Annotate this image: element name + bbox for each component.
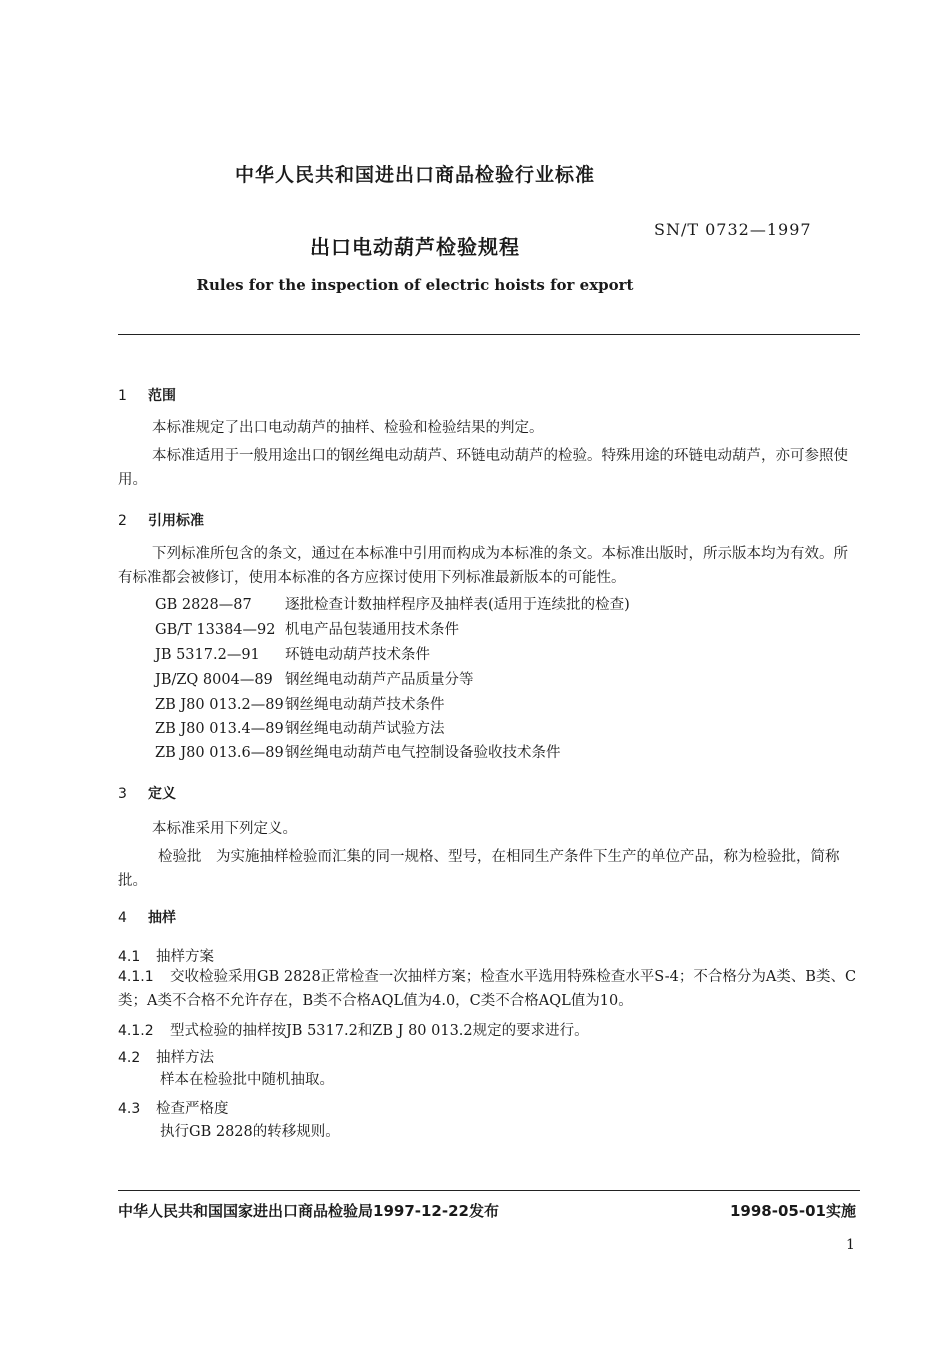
reference-title: 钢丝绳电动葫芦电气控制设备验收技术条件 [285,745,561,761]
subsection-title: 抽样方法 [156,1050,214,1066]
subsection-number: 4.1.2 [118,1023,154,1039]
section-4-title: 抽样 [148,910,176,926]
section-1-heading [118,385,176,405]
reference-code: JB/ZQ 8004—89 [155,672,273,688]
subsection-number: 4.1.1 [118,969,154,985]
section-3-title: 定义 [148,786,176,802]
subsection-4-1 [118,945,214,966]
reference-code: ZB J80 013.2—89 [155,697,284,713]
issuer-line: 中华人民共和国国家进出口商品检验局1997-12-22发布 [118,1202,499,1220]
definition-entry [118,845,860,893]
section-3-number: 3 [118,786,127,802]
english-title: Rules for the inspection of electric hoists for export [196,276,634,294]
reference-item [155,693,445,717]
definition-term: 检验批 [158,849,202,865]
section-3-para-1: 本标准采用下列定义。 [152,821,297,837]
reference-item [155,643,430,667]
footer-divider [118,1190,860,1191]
section-4-number: 4 [118,910,127,926]
reference-title: 机电产品包装通用技术条件 [285,622,459,638]
reference-title: 钢丝绳电动葫芦试验方法 [285,721,445,737]
effective-date: 1998-05-01实施 [730,1202,856,1220]
reference-code: GB/T 13384—92 [155,622,276,638]
subsection-4-3 [118,1097,229,1118]
subsection-number: 4.3 [118,1101,141,1117]
reference-code: GB 2828—87 [155,597,252,613]
reference-item [155,668,474,692]
definition-text: 为实施抽样检验而汇集的同一规格、型号，在相同生产条件下生产的单位产品，称为检验批，简称批。 [118,849,840,889]
reference-item [155,618,459,642]
subsection-title: 抽样方案 [156,949,214,965]
reference-code: ZB J80 013.4—89 [155,721,284,737]
document-title: 出口电动葫芦检验规程 [310,235,520,259]
page-number: 1 [846,1237,855,1253]
reference-title: 钢丝绳电动葫芦技术条件 [285,697,445,713]
subsection-4-1-1 [118,965,860,1013]
reference-code: ZB J80 013.6—89 [155,745,284,761]
subsection-4-2-text: 样本在检验批中随机抽取。 [160,1072,334,1088]
section-1-number: 1 [118,388,127,404]
subsection-number: 4.1 [118,949,141,965]
section-3-heading [118,783,176,803]
reference-title: 钢丝绳电动葫芦产品质量分等 [285,672,474,688]
reference-item [155,741,561,765]
subsection-4-2 [118,1046,214,1067]
section-1-para-1: 本标准规定了出口电动葫芦的抽样、检验和检验结果的判定。 [152,420,544,436]
section-2-heading [118,510,204,530]
subsection-4-3-text: 执行GB 2828的转移规则。 [160,1124,340,1140]
reference-title: 环链电动葫芦技术条件 [285,647,430,663]
standard-code: SN/T 0732—1997 [654,220,812,239]
section-1-title: 范围 [148,388,176,404]
section-4-heading [118,907,176,927]
section-2-title: 引用标准 [148,513,204,529]
section-2-intro: 下列标准所包含的条文，通过在本标准中引用而构成为本标准的条文。本标准出版时，所示版本均为有效。所有标准都会被修订，使用本标准的各方应探讨使用下列标准最新版本的可能性。 [118,546,848,586]
reference-item [155,593,630,617]
reference-item [155,717,445,741]
header-divider [118,334,860,335]
subsection-text: 型式检验的抽样按JB 5317.2和ZB J 80 013.2规定的要求进行。 [170,1023,589,1039]
subsection-title: 检查严格度 [156,1101,229,1117]
organization-line: 中华人民共和国进出口商品检验行业标准 [234,164,595,186]
subsection-4-1-2 [118,1019,589,1040]
section-1-para-2: 本标准适用于一般用途出口的钢丝绳电动葫芦、环链电动葫芦的检验。特殊用途的环链电动葫芦，亦可参照使用。 [118,448,848,488]
subsection-text: 交收检验采用GB 2828正常检查一次抽样方案；检查水平选用特殊检查水平S-4；不合格分为A类、B类、C类；A类不合格不允许存在，B类不合格AQL值为4.0，C类不合格AQL值为10。 [118,969,857,1009]
subsection-number: 4.2 [118,1050,141,1066]
reference-title: 逐批检查计数抽样程序及抽样表(适用于连续批的检查) [285,597,630,613]
section-2-number: 2 [118,513,127,529]
reference-code: JB 5317.2—91 [155,647,260,663]
